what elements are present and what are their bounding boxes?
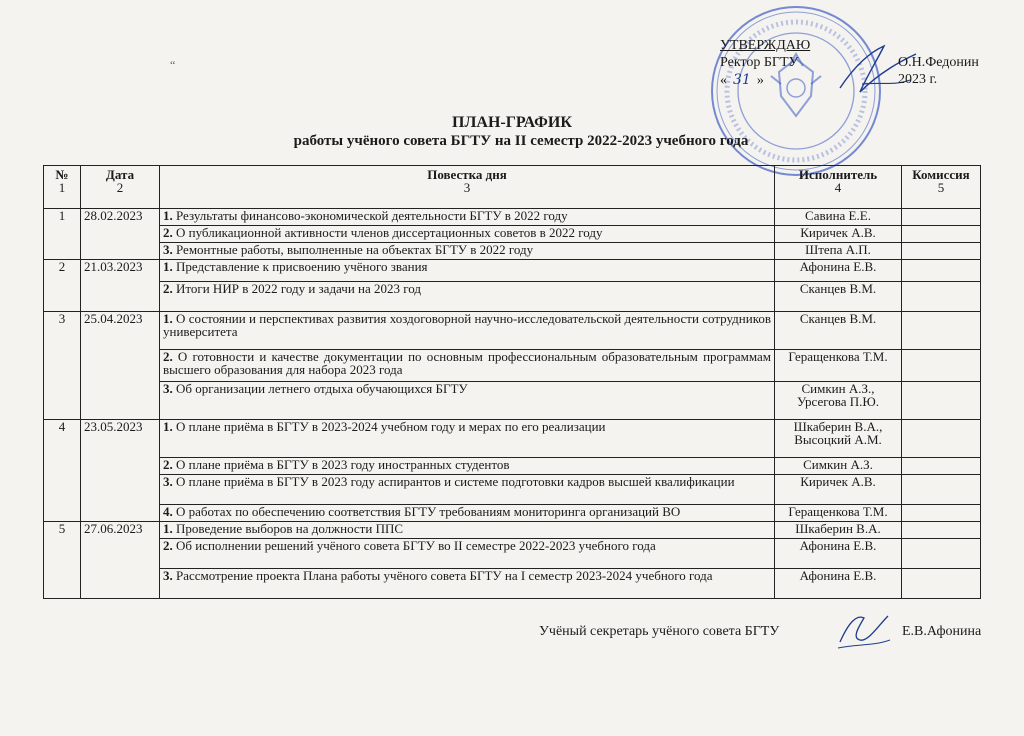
agenda-item	[160, 226, 775, 243]
meeting-date: 25.04.2023	[81, 312, 160, 420]
table-header-row	[44, 166, 981, 209]
agenda-item-number: 2.	[163, 538, 173, 553]
agenda-item	[160, 522, 775, 539]
commission	[902, 522, 981, 539]
document-subtitle: работы учёного совета БГТУ на II семестр 2022-2023 учебного года	[293, 133, 749, 149]
agenda-item-text: О состоянии и перспективах развития хоздоговорной научно-исследовательской деятельности сотрудников университета	[163, 311, 771, 339]
table-row	[44, 312, 981, 350]
agenda-item-number: 2.	[163, 225, 173, 240]
agenda-item-text: Рассмотрение проекта Плана работы учёного совета БГТУ на I семестр 2023-2024 учебного года	[176, 568, 713, 583]
executor: Савина Е.Е.	[775, 209, 902, 226]
approval-day: 31	[733, 72, 751, 88]
secretary-signature-icon	[834, 604, 894, 654]
executor: Геращенкова Т.М.	[775, 350, 902, 382]
commission	[902, 312, 981, 350]
commission	[902, 458, 981, 475]
date-open-quote: «	[720, 73, 727, 88]
agenda-item	[160, 350, 775, 382]
agenda-item-number: 1.	[163, 259, 173, 274]
agenda-item-number: 4.	[163, 504, 173, 519]
commission	[902, 350, 981, 382]
table-row	[44, 420, 981, 458]
header-executor: Исполнитель 4	[775, 166, 902, 209]
agenda-item	[160, 282, 775, 312]
table-row	[44, 569, 981, 599]
agenda-item-text: Об исполнении решений учёного совета БГТУ во II семестре 2022-2023 учебного года	[176, 538, 656, 553]
commission	[902, 243, 981, 260]
approval-title: УТВЕРЖДАЮ	[720, 38, 811, 53]
agenda-item-number: 2.	[163, 281, 173, 296]
agenda-item-number: 1.	[163, 208, 173, 223]
agenda-item-text: Итоги НИР в 2022 году и задачи на 2023 год	[176, 281, 422, 296]
header-date: Дата 2	[81, 166, 160, 209]
commission	[902, 209, 981, 226]
agenda-item-text: О работах по обеспечению соответствия БГТУ требованиям мониторинга организаций ВО	[176, 504, 681, 519]
agenda-item-text: Проведение выборов на должности ППС	[176, 521, 404, 536]
agenda-item	[160, 260, 775, 282]
commission	[902, 226, 981, 243]
table-row	[44, 522, 981, 539]
document-heading	[0, 114, 1024, 150]
secretary-position: Учёный секретарь учёного совета БГТУ	[539, 624, 780, 639]
agenda-item	[160, 420, 775, 458]
agenda-item-number: 2.	[163, 457, 173, 472]
commission	[902, 569, 981, 599]
agenda-item-text: О готовности и качестве документации по основным профессиональным образовательным программам высшего образования для набора 2023 года	[163, 349, 771, 377]
document-title: ПЛАН-ГРАФИК	[452, 114, 572, 131]
meeting-date: 28.02.2023	[81, 209, 160, 260]
agenda-item	[160, 505, 775, 522]
page-mark: “	[170, 58, 176, 72]
executor: Сканцев В.М.	[775, 312, 902, 350]
table-row	[44, 382, 981, 420]
agenda-item-number: 1.	[163, 521, 173, 536]
meeting-number: 5	[44, 522, 81, 599]
header-commission: Комиссия 5	[902, 166, 981, 209]
meeting-date: 23.05.2023	[81, 420, 160, 522]
table-row	[44, 505, 981, 522]
agenda-item-text: О публикационной активности членов диссертационных советов в 2022 году	[176, 225, 603, 240]
approval-position: Ректор БГТУ	[720, 55, 799, 70]
agenda-item-text: Об организации летнего отдыха обучающихся БГТУ	[176, 381, 468, 396]
meeting-number: 1	[44, 209, 81, 260]
commission	[902, 382, 981, 420]
agenda-item	[160, 382, 775, 420]
approval-block	[720, 38, 1010, 89]
agenda-item-text: Представление к присвоению учёного звания	[176, 259, 428, 274]
approval-year: 2023 г.	[898, 72, 938, 87]
date-close-quote: »	[756, 73, 764, 88]
commission	[902, 420, 981, 458]
table-row	[44, 539, 981, 569]
table-row	[44, 260, 981, 282]
agenda-item-text: О плане приёма в БГТУ в 2023-2024 учебном году и мерах по его реализации	[176, 419, 606, 434]
agenda-item-number: 1.	[163, 311, 173, 326]
agenda-item-number: 2.	[163, 349, 173, 364]
table-row	[44, 350, 981, 382]
executor: Шкаберин В.А.	[775, 522, 902, 539]
executor: Геращенкова Т.М.	[775, 505, 902, 522]
table-row	[44, 458, 981, 475]
executor: Афонина Е.В.	[775, 569, 902, 599]
executor: Афонина Е.В.	[775, 260, 902, 282]
executor: Сканцев В.М.	[775, 282, 902, 312]
header-no: № 1	[44, 166, 81, 209]
executor: Киричек А.В.	[775, 475, 902, 505]
agenda-item-number: 3.	[163, 242, 173, 257]
executor: Киричек А.В.	[775, 226, 902, 243]
agenda-item-text: О плане приёма в БГТУ в 2023 году аспирантов и системе подготовки кадров высшей квалификации	[176, 474, 735, 489]
table-row	[44, 209, 981, 226]
meeting-number: 4	[44, 420, 81, 522]
agenda-item	[160, 569, 775, 599]
agenda-item	[160, 243, 775, 260]
agenda-item-number: 3.	[163, 381, 173, 396]
secretary-name: Е.В.Афонина	[902, 624, 982, 639]
executor: Афонина Е.В.	[775, 539, 902, 569]
table-row	[44, 475, 981, 505]
agenda-item	[160, 312, 775, 350]
agenda-item	[160, 475, 775, 505]
commission	[902, 475, 981, 505]
table-row	[44, 226, 981, 243]
meeting-number: 2	[44, 260, 81, 312]
executor: Шкаберин В.А., Высоцкий А.М.	[775, 420, 902, 458]
table-row	[44, 282, 981, 312]
executor: Штепа А.П.	[775, 243, 902, 260]
commission	[902, 260, 981, 282]
commission	[902, 539, 981, 569]
executor: Симкин А.З.	[775, 458, 902, 475]
meeting-date: 21.03.2023	[81, 260, 160, 312]
agenda-item-number: 3.	[163, 568, 173, 583]
agenda-item-number: 1.	[163, 419, 173, 434]
agenda-item-text: О плане приёма в БГТУ в 2023 году иностранных студентов	[176, 457, 510, 472]
executor: Симкин А.З., Урсегова П.Ю.	[775, 382, 902, 420]
agenda-item	[160, 209, 775, 226]
commission	[902, 282, 981, 312]
meeting-number: 3	[44, 312, 81, 420]
table-row	[44, 243, 981, 260]
approval-name: О.Н.Федонин	[898, 55, 979, 70]
header-agenda: Повестка дня 3	[160, 166, 775, 209]
plan-table	[43, 165, 981, 599]
agenda-item-text: Результаты финансово-экономической деятельности БГТУ в 2022 году	[176, 208, 568, 223]
secretary-line	[539, 624, 982, 640]
commission	[902, 505, 981, 522]
meeting-date: 27.06.2023	[81, 522, 160, 599]
agenda-item-number: 3.	[163, 474, 173, 489]
agenda-item	[160, 539, 775, 569]
agenda-item-text: Ремонтные работы, выполненные на объектах БГТУ в 2022 году	[176, 242, 534, 257]
agenda-item	[160, 458, 775, 475]
